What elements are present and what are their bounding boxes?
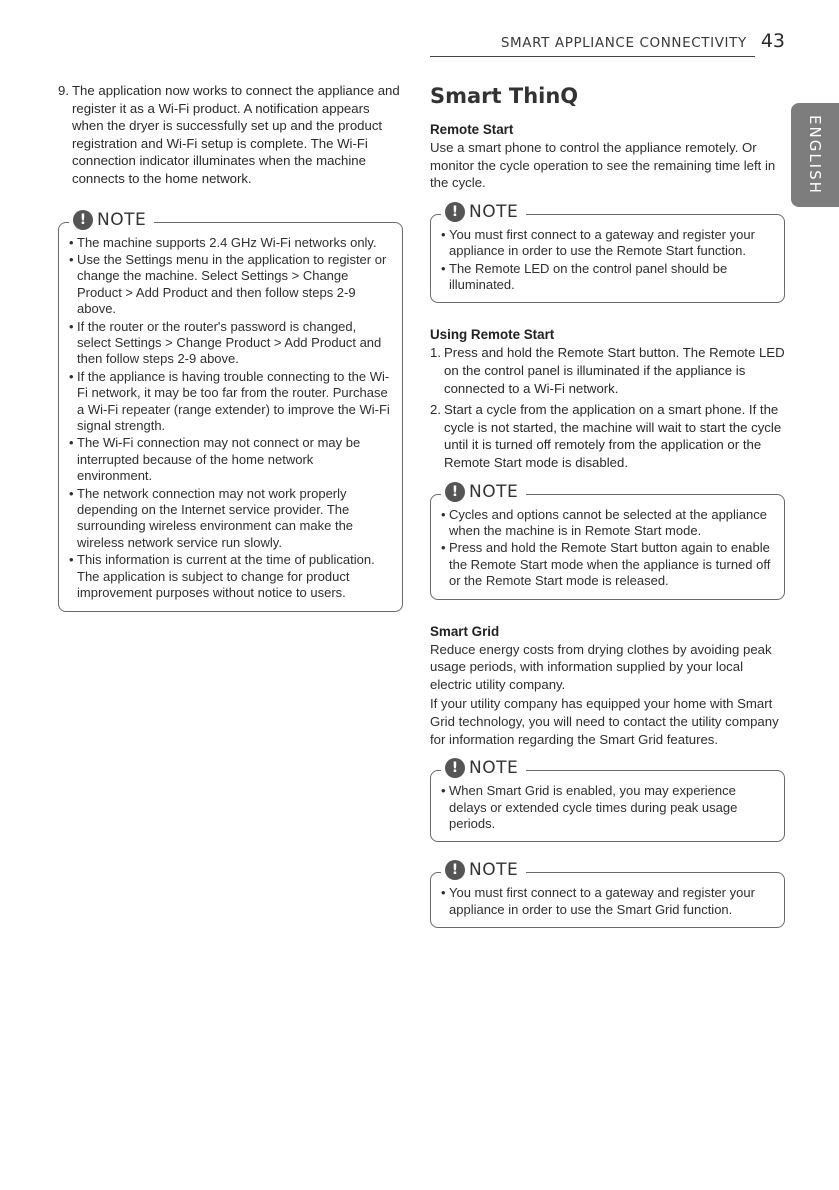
right-column (430, 82, 785, 928)
note-label (441, 860, 526, 880)
note-title: NOTE (97, 209, 147, 230)
step-text: The application now works to connect the appliance and register it as a Wi-Fi product. A notification appears when the dryer is successfully set up and the product registration and Wi-Fi setup is complete. The Wi-Fi connection indicator illuminates when the machine connects to the home network. (72, 83, 400, 186)
section-title: Smart ThinQ (430, 84, 579, 108)
step-2: 2. Start a cycle from the application on a smart phone. If the cycle is not started, the machine will wait to start the cycle until it is turned off remotely from the application or the Remote Start mode is disabled. (430, 402, 782, 470)
note-title: NOTE (469, 481, 519, 502)
note-item: • This information is current at the time of publication. The application is subject to change for product improvement purposes without notice to users. (69, 552, 375, 601)
step-number: 9. (58, 83, 69, 98)
remote-start-heading: Remote Start (430, 122, 514, 137)
note-item: • The machine supports 2.4 GHz Wi-Fi networks only. (69, 234, 377, 250)
note-title: NOTE (469, 201, 519, 222)
note-item: • The Wi-Fi connection may not connect or may be interrupted because of the home network environment. (69, 435, 361, 484)
note-item: • The Remote LED on the control panel should be illuminated. (441, 260, 728, 292)
step-list-continued (58, 82, 403, 188)
note-item: • Press and hold the Remote Start button again to enable the Remote Start mode when the appliance is turned off or the Remote Start mode is released. (441, 540, 771, 589)
note-box-smart-grid-delays (430, 758, 785, 842)
note-item: • If the appliance is having trouble connecting to the Wi-Fi network, it may be too far from the router. Purchase a Wi-Fi repeater (range extender) to improve the Wi-Fi signal strength. (69, 368, 390, 434)
smart-grid-paragraph: If your utility company has equipped your home with Smart Grid technology, you will need to contact the utility company for information regarding the Smart Grid features. (430, 696, 779, 747)
note-label (441, 758, 526, 778)
note-title: NOTE (469, 758, 519, 779)
language-tab-label: ENGLISH (806, 115, 824, 195)
exclamation-icon: ! (445, 860, 465, 880)
remote-start-text: Use a smart phone to control the appliance remotely. Or monitor the cycle operation to see the remaining time left in the cycle. (430, 140, 776, 191)
header-title: SMART APPLIANCE CONNECTIVITY (500, 35, 747, 51)
left-column (58, 82, 403, 612)
note-item: • The network connection may not work properly depending on the Internet service provider. The surrounding wireless environment can make the wireless network service run slowly. (69, 485, 354, 550)
note-box-smart-grid-gateway (430, 860, 785, 928)
page-header (430, 30, 785, 54)
using-remote-start-heading: Using Remote Start (430, 327, 555, 343)
exclamation-icon: ! (445, 482, 465, 502)
smart-grid-paragraph: Reduce energy costs from drying clothes by avoiding peak usage periods, with information supplied by your local electric utility company. (430, 641, 772, 692)
note-label (441, 202, 526, 222)
exclamation-icon: ! (73, 210, 93, 230)
note-box-wifi (58, 209, 403, 612)
step-1: 1. Press and hold the Remote Start button. The Remote LED on the control panel is illuminated if the appliance is connected to a Wi-Fi network. (430, 345, 785, 396)
exclamation-icon: ! (445, 202, 465, 222)
note-title: NOTE (469, 860, 519, 881)
note-item: • When Smart Grid is enabled, you may experience delays or extended cycle times during peak usage periods. (441, 783, 738, 831)
page-number: 43 (760, 30, 785, 52)
header-rule (430, 56, 755, 57)
language-tab (791, 103, 839, 207)
note-label (441, 482, 526, 502)
note-item: • If the router or the router's password is changed, select Settings > Change Product > Add Product and then follow steps 2-9 above. (69, 318, 382, 367)
note-box-remote-start (430, 201, 785, 304)
note-item: • You must first connect to a gateway and register your appliance in order to use the Remote Start function. (441, 226, 755, 259)
note-item: • You must first connect to a gateway and register your appliance in order to use the Smart Grid function. (441, 885, 755, 917)
smart-grid-heading: Smart Grid (430, 623, 500, 639)
remote-start-steps (430, 344, 785, 471)
note-item: • Use the Settings menu in the application to register or change the machine. Select Settings > Change Product > Add Product and then follow steps 2-9 above. (69, 251, 387, 317)
exclamation-icon: ! (445, 758, 465, 778)
note-box-using-remote-start (430, 481, 785, 600)
step-9 (58, 82, 403, 188)
note-item: • Cycles and options cannot be selected at the appliance when the machine is in Remote Start mode. (441, 506, 767, 538)
note-label (69, 210, 154, 230)
